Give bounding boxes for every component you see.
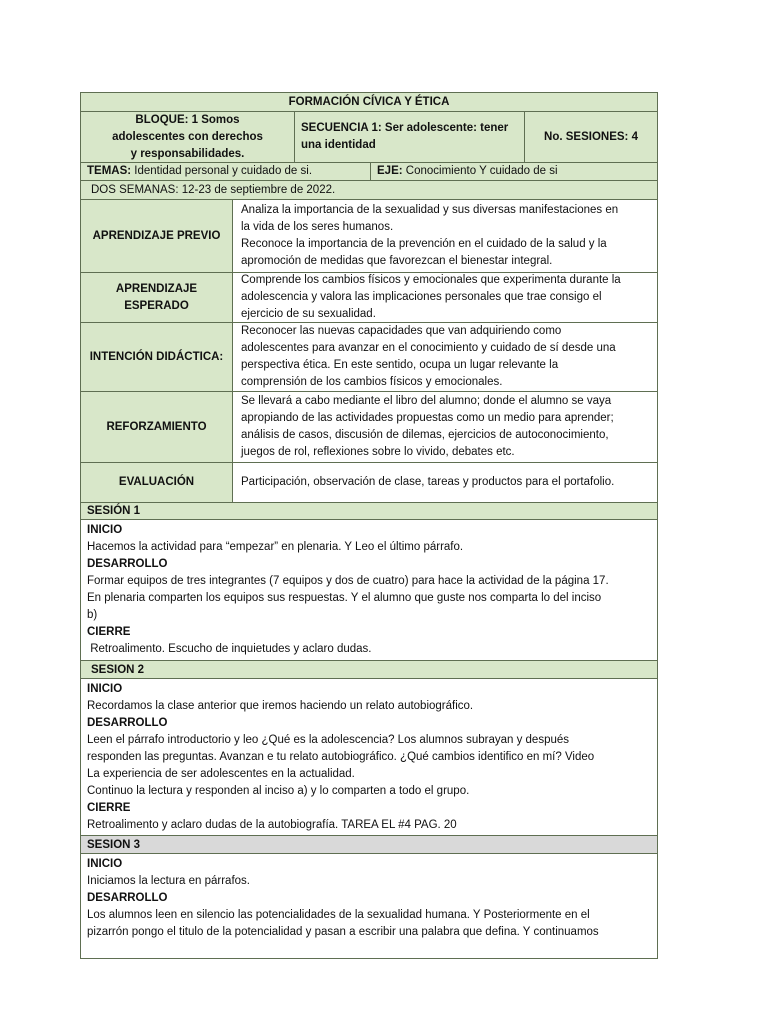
session-1-body [81,520,657,661]
eje-label: EJE: [377,165,403,177]
intencion-label-text: INTENCIÓN DIDÁCTICA: [89,350,224,363]
aprendizaje-esperado-label [81,273,233,322]
bloque-line: adolescentes con derechos [112,130,263,143]
session-line: INICIO [87,683,123,695]
content-line: ejercicio de su sexualidad. [241,308,376,320]
content-line: adolescencia y valora las implicaciones personales que trae consigo el [241,291,602,303]
intencion-content [233,323,657,391]
session-line: b) [87,609,98,621]
session-2-body [81,679,657,836]
temas-value: Identidad personal y cuidado de si. [131,165,313,177]
bloque-line: BLOQUE: 1 Somos [135,113,240,126]
reforzamiento-row [81,392,657,463]
intencion-row [81,323,657,392]
bloque-cell [81,112,295,162]
sesiones-text: No. SESIONES: 4 [544,130,638,143]
lesson-plan-table [80,92,658,959]
session-line: Leen el párrafo introductorio y leo ¿Qué es la adolescencia? Los alumnos subrayan y después [87,734,570,746]
reforzamiento-label [81,392,233,462]
session-title: SESION 3 [87,838,141,851]
content-line: apropiando de las actividades propuestas como un medio para aprender; [241,412,614,424]
secuencia-cell [295,112,525,162]
session-3-header [81,836,657,854]
session-line: En plenaria comparten los equipos sus respuestas. Y el alumno que guste nos comparta lo del inciso [87,592,602,604]
reforzamiento-label-text: REFORZAMIENTO [106,420,207,433]
session-line: Los alumnos leen en silencio las potencialidades de la sexualidad humana. Y Posteriormente en el [87,909,590,921]
aprendizaje-previo-row [81,200,657,273]
session-line: Hacemos la actividad para “empezar” en plenaria. Y Leo el último párrafo. [87,541,464,553]
aprendizaje-previo-label-text: APRENDIZAJE PREVIO [92,229,221,242]
session-line: responden las preguntas. Avanzan e tu relato autobiográfico. ¿Qué cambios identifico en mí? Video [87,751,595,763]
aprendizaje-esperado-content [233,273,657,322]
aprendizaje-previo-content [233,200,657,272]
secuencia-line: una identidad [301,139,376,151]
session-1-header [81,503,657,520]
session-line: Retroalimento y aclaro dudas de la autobiografía. TAREA EL #4 PAG. 20 [87,819,457,831]
intencion-label [81,323,233,391]
header-row [81,112,657,163]
session-line: Retroalimento. Escucho de inquietudes y aclaro dudas. [87,643,372,655]
table-title [81,93,657,112]
evaluacion-content [233,463,657,502]
secuencia-line: SECUENCIA 1: Ser adolescente: tener [301,122,509,134]
session-line: DESARROLLO [87,717,168,729]
session-line: DESARROLLO [87,892,168,904]
session-line: INICIO [87,858,123,870]
content-line: Participación, observación de clase, tareas y productos para el portafolio. [241,476,615,488]
temas-label: TEMAS: [87,165,132,177]
content-line: perspectiva ética. En este sentido, ocupa un lugar relevante la [241,359,559,371]
session-line: Continuo la lectura y responden al inciso a) y lo comparten a todo el grupo. [87,785,470,797]
temas-row [81,163,657,181]
reforzamiento-content [233,392,657,462]
session-2-header [81,661,657,679]
content-line: la vida de los seres humanos. [241,221,394,233]
content-line: Reconoce la importancia de la prevención en el cuidado de la salud y la [241,238,607,250]
sesiones-cell [525,112,657,162]
session-line: La experiencia de ser adolescentes en la actualidad. [87,768,355,780]
session-title: SESION 2 [91,663,145,676]
periodo-text: DOS SEMANAS: 12-23 de septiembre de 2022. [91,184,336,196]
evaluacion-label [81,463,233,502]
title-text: FORMACIÓN CÍVICA Y ÉTICA [288,96,450,108]
session-3-body [81,854,657,958]
aprendizaje-esperado-label-text: APRENDIZAJE ESPERADO [115,282,198,312]
content-line: Se llevará a cabo mediante el libro del alumno; donde el alumno se vaya [241,395,612,407]
content-line: Comprende los cambios físicos y emocionales que experimenta durante la [241,274,621,286]
content-line: Analiza la importancia de la sexualidad y sus diversas manifestaciones en [241,204,619,216]
content-line: comprensión de los cambios físicos y emocionales. [241,376,503,388]
eje-cell [371,163,657,180]
content-line: apromoción de medidas que favorezcan el bienestar integral. [241,255,553,267]
session-line: CIERRE [87,802,131,814]
session-line: Iniciamos la lectura en párrafos. [87,875,250,887]
content-line: análisis de casos, discusión de dilemas, ejercicios de autoconocimiento, [241,429,609,441]
session-title: SESIÓN 1 [87,505,141,517]
content-line: juegos de rol, reflexiones sobre lo vivido, debates etc. [241,446,515,458]
bloque-line: y responsabilidades. [130,147,245,160]
session-line: Formar equipos de tres integrantes (7 equipos y dos de cuatro) para hace la actividad de la página 17. [87,575,609,587]
temas-cell [81,163,371,180]
aprendizaje-esperado-row [81,273,657,323]
eje-value: Conocimiento Y cuidado de si [402,165,558,177]
evaluacion-label-text: EVALUACIÓN [118,476,195,488]
session-line: INICIO [87,524,123,536]
content-line: Reconocer las nuevas capacidades que van adquiriendo como [241,325,562,337]
session-line: Recordamos la clase anterior que iremos haciendo un relato autobiográfico. [87,700,474,712]
session-line: pizarrón pongo el titulo de la potencialidad y pasan a escribir una palabra que defina. Y continuamos [87,926,599,938]
aprendizaje-previo-label [81,200,233,272]
periodo-row [81,181,657,200]
evaluacion-row [81,463,657,503]
session-line: CIERRE [87,626,131,638]
session-line: DESARROLLO [87,558,168,570]
content-line: adolescentes para avanzar en el conocimiento y cuidado de sí desde una [241,342,616,354]
